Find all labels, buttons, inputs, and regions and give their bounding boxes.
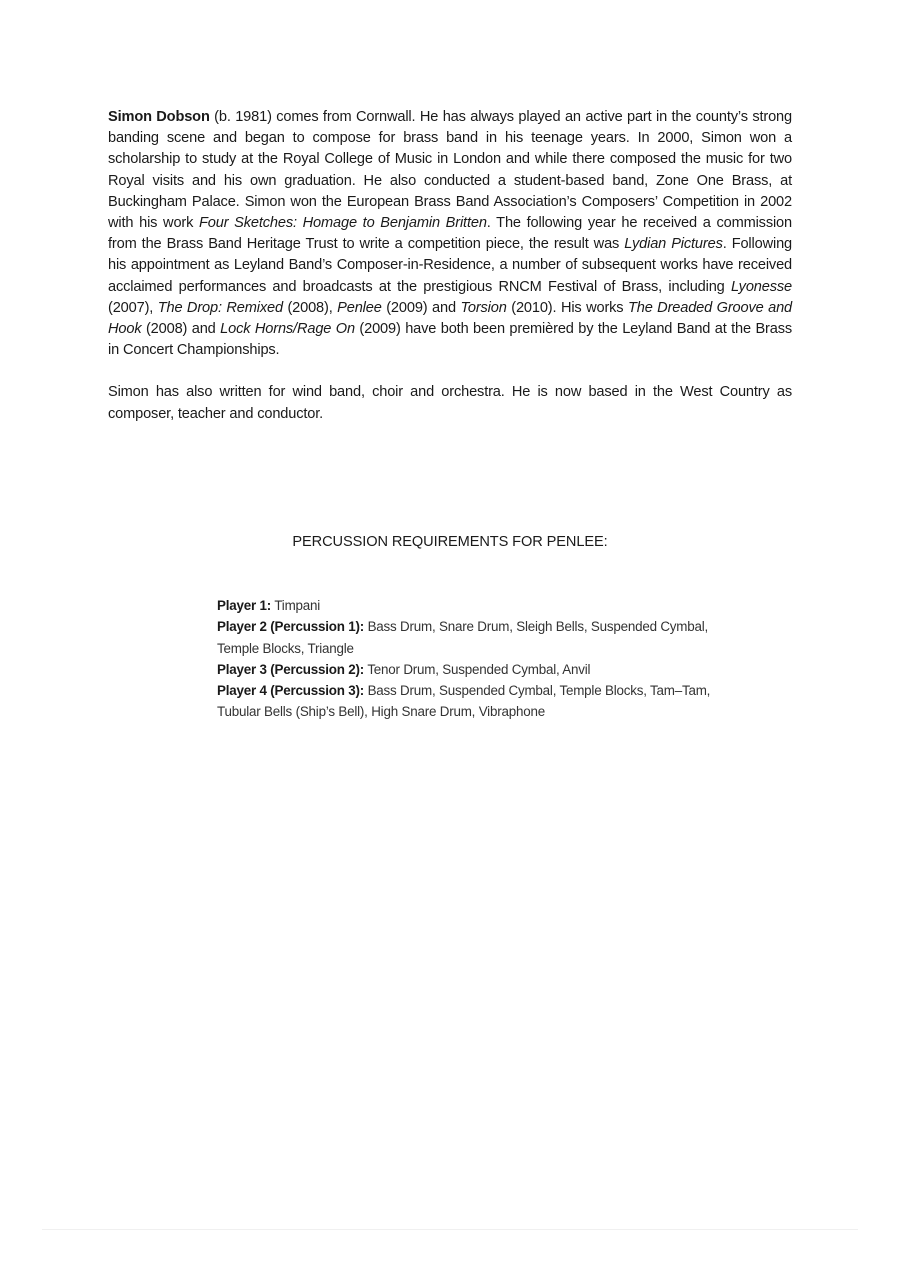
biography-text: . The following year he received a commission from the Brass Band Heritage Trust to write a competition piece, the result was [108, 215, 792, 253]
player-entry [217, 659, 737, 680]
player-instruments: Bass Drum, Snare Drum, Sleigh Bells, Suspended Cymbal, Temple Blocks, Triangle [217, 619, 709, 656]
biography-text: . Following his appointment as Leyland Band’s Composer-in-Residence, a number of subsequent works have received acclaimed performances and broadcasts at the prestigious RNCM Festival of Brass, including [108, 236, 792, 295]
biography-text: (2010). His works [506, 299, 628, 316]
work-title: Lock Horns/Rage On [220, 321, 355, 338]
percussion-heading: PERCUSSION REQUIREMENTS FOR PENLEE: [292, 534, 608, 550]
biography-text: (2007), [108, 299, 158, 316]
player-instruments: Tenor Drum, Suspended Cymbal, Anvil [367, 661, 591, 677]
work-title: Lyonesse [730, 278, 792, 295]
work-title: The Drop: Remixed [157, 299, 283, 316]
player-label: Player 1: [217, 598, 272, 613]
biography-paragraph-2: Simon has also written for wind band, choir and orchestra. He is now based in the West Country as composer, teacher and conductor. [108, 384, 792, 422]
biography-text: (2008) and [141, 321, 221, 338]
biography-text: (b. 1981) comes from Cornwall. He has always played an active part in the county’s strong banding scene and began to compose for brass band in his teenage years. In 2000, Simon won a scholarship to study at the Royal College of Music in London and while there composed the music for two Royal visits and his own graduation. He also conducted a student-based band, Zone One Brass, at Buckingham Palace. Simon won the European Brass Band Association’s Composers’ Competition in 2002 with his work [108, 109, 792, 232]
composer-name: Simon Dobson [108, 109, 210, 125]
work-title: Four Sketches: Homage to Benjamin Britten [199, 215, 487, 232]
composer-biography [108, 107, 792, 446]
biography-text: (2009) and [381, 299, 461, 316]
player-instruments: Bass Drum, Suspended Cymbal, Temple Blocks, Tam–Tam, Tubular Bells (Ship’s Bell), High Snare Drum, Vibraphone [217, 683, 711, 720]
biography-text: (2008), [282, 299, 338, 316]
work-title: Penlee [337, 299, 382, 316]
work-title: The Dreaded Groove and Hook [108, 299, 793, 338]
page-footer-rule [42, 1229, 858, 1230]
biography-text: (2009) have both been premièred by the Leyland Band at the Brass in Concert Championships. [108, 321, 792, 359]
work-title: Torsion [460, 299, 507, 316]
player-entry [217, 616, 737, 659]
player-label: Player 3 (Percussion 2): [217, 661, 365, 677]
player-entry [217, 595, 737, 616]
biography-paragraph-1 [108, 107, 792, 361]
work-title: Lydian Pictures [624, 236, 723, 253]
player-label: Player 2 (Percussion 1): [217, 619, 365, 635]
percussion-player-list [217, 595, 737, 723]
player-label: Player 4 (Percussion 3): [217, 683, 365, 699]
player-entry [217, 680, 737, 723]
player-instruments: Timpani [274, 598, 321, 613]
